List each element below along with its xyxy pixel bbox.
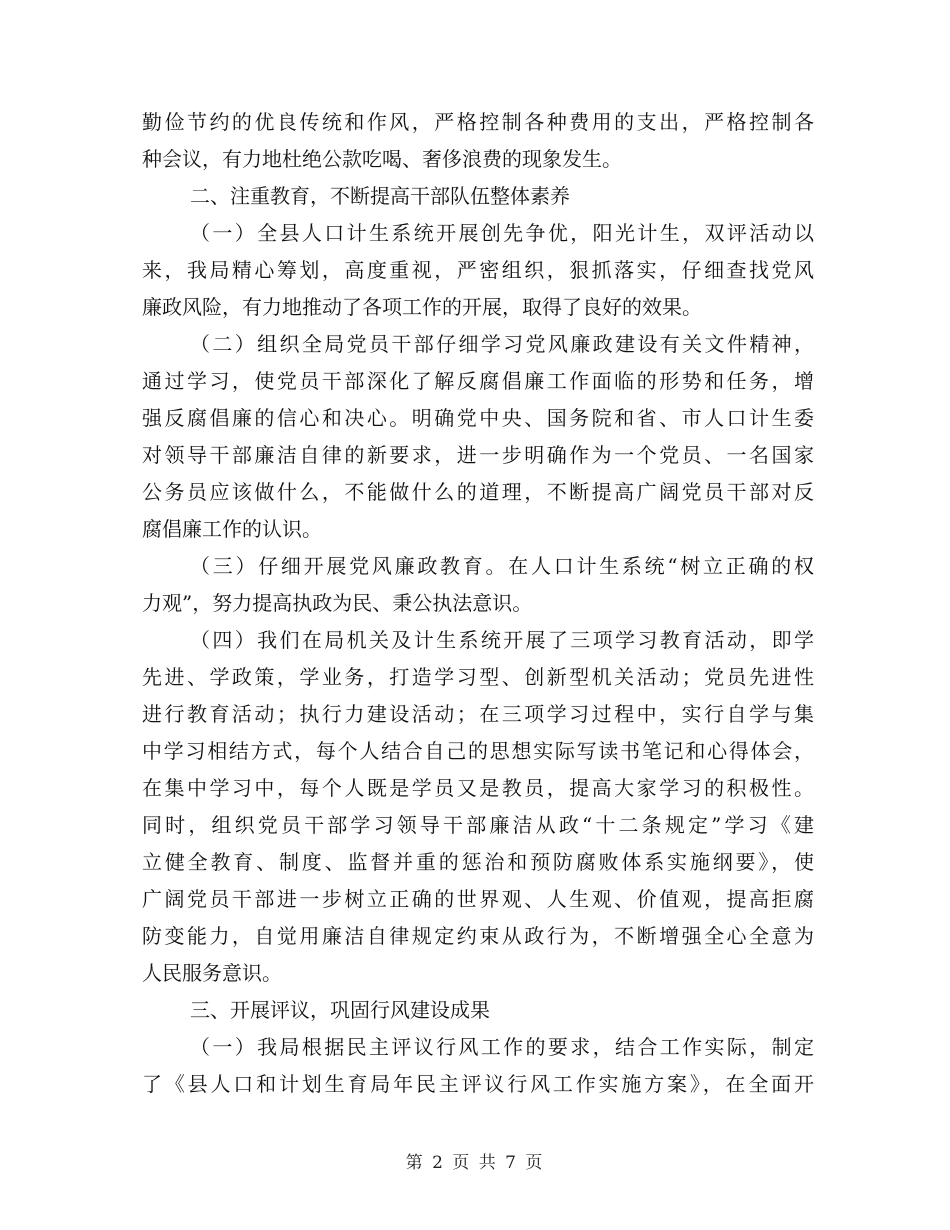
text-line: 廉政风险，有力地推动了各项工作的开展，取得了良好的效果。 <box>142 295 702 319</box>
text-line: 立健全教育、制度、监督并重的惩治和预防腐败体系实施纲要》，使 <box>142 850 814 874</box>
text-line: 进行教育活动；执行力建设活动；在三项学习过程中，实行自学与集 <box>142 702 814 726</box>
text-line: （四）我们在局机关及计生系统开展了三项学习教育活动，即学 <box>190 628 814 652</box>
text-line: 腐倡廉工作的认识。 <box>142 517 322 541</box>
text-line: 广阔党员干部进一步树立正确的世界观、人生观、价值观，提高拒腐 <box>142 887 814 911</box>
text-line: 先进、学政策，学业务，打造学习型、创新型机关活动；党员先进性 <box>142 665 814 689</box>
text-line: 同时，组织党员干部学习领导干部廉洁从政“十二条规定”学习《建 <box>142 813 814 837</box>
text-line: （三）仔细开展党风廉政教育。在人口计生系统“树立正确的权 <box>190 554 814 578</box>
paragraph-p2 <box>142 326 814 548</box>
paragraph-p1 <box>142 215 814 326</box>
text-line: 强反腐倡廉的信心和决心。明确党中央、国务院和省、市人口计生委 <box>142 406 814 430</box>
text-line: （二）组织全局党员干部仔细学习党风廉政建设有关文件精神， <box>190 332 814 356</box>
text-line: 勤俭节约的优良传统和作风，严格控制各种费用的支出，严格控制各 <box>142 110 814 134</box>
paragraph-p4 <box>142 622 814 992</box>
text-line: 防变能力，自觉用廉洁自律规定约束从政行为，不断增强全心全意为 <box>142 924 814 948</box>
paragraph-p0 <box>142 104 814 178</box>
text-line: 来，我局精心筹划，高度重视，严密组织，狠抓落实，仔细查找党风 <box>142 258 814 282</box>
document-body <box>142 104 814 1103</box>
text-line: 种会议，有力地杜绝公款吃喝、奢侈浪费的现象发生。 <box>142 147 622 171</box>
text-line: 中学习相结方式，每个人结合自己的思想实际写读书笔记和心得体会， <box>142 739 814 763</box>
text-line: （一）全县人口计生系统开展创先争优，阳光计生，双评活动以 <box>190 221 814 245</box>
text-line: 人民服务意识。 <box>142 961 282 985</box>
text-line: 对领导干部廉洁自律的新要求，进一步明确作为一个党员、一名国家 <box>142 443 814 467</box>
text-line: （一）我局根据民主评议行风工作的要求，结合工作实际，制定 <box>190 1035 814 1059</box>
text-line: 三、开展评议，巩固行风建设成果 <box>190 998 490 1022</box>
text-line: 在集中学习中，每个人既是学员又是教员，提高大家学习的积极性。 <box>142 776 814 800</box>
paragraph-p3 <box>142 548 814 622</box>
text-line: 公务员应该做什么，不能做什么的道理，不断提高广阔党员干部对反 <box>142 480 814 504</box>
page-number-footer: 第 2 页 共 7 页 <box>405 1153 545 1173</box>
text-line: 了《县人口和计划生育局年民主评议行风工作实施方案》，在全面开 <box>142 1072 814 1096</box>
paragraph-h3 <box>142 992 814 1029</box>
paragraph-p5 <box>142 1029 814 1103</box>
text-line: 力观”，努力提高执政为民、秉公执法意识。 <box>142 591 533 615</box>
text-line: 二、注重教育，不断提高干部队伍整体素养 <box>190 184 570 208</box>
paragraph-h2 <box>142 178 814 215</box>
text-line: 通过学习，使党员干部深化了解反腐倡廉工作面临的形势和任务，增 <box>142 369 814 393</box>
